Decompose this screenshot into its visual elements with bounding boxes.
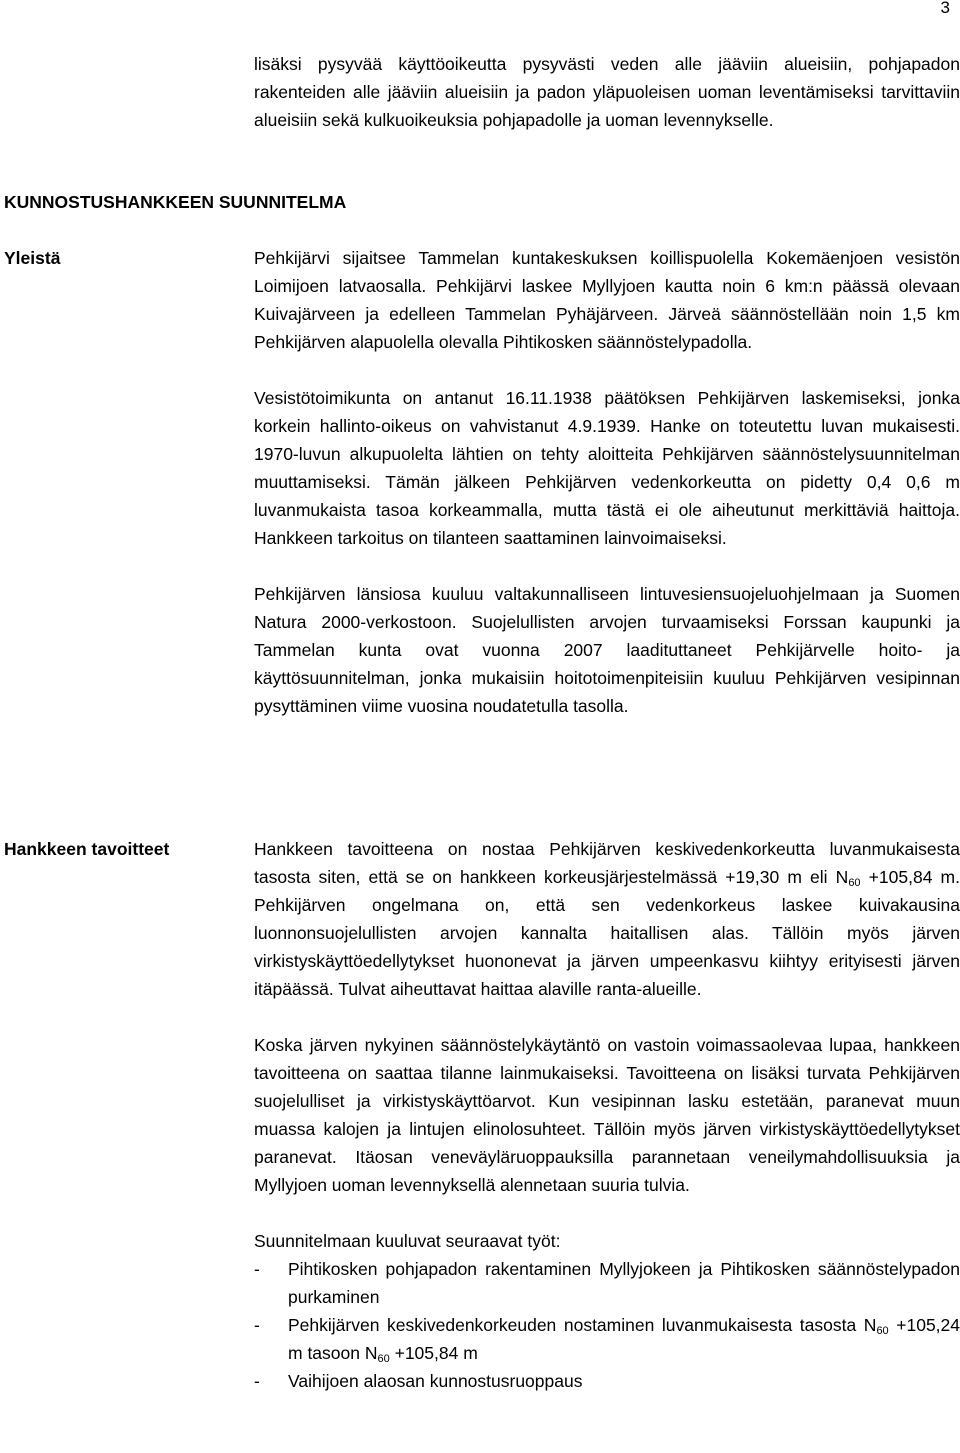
tavoitteet-paragraph-1: Hankkeen tavoitteena on nostaa Pehkijärven keskivedenkorkeutta luvanmukaisesta tasosta siten, että se on hankkeen korkeusjärjestelmässä +19,30 m eli $N_{60} +105,84$ m. Pehkijärven ongelmana on, että sen vedenkorkeus laskee kuivakausina luonnonsuojelullisten arvojen kannalta haitallisen alas. Tällöin myös järven virkistyskäyttöedellytykset huononevat ja järven umpeenkasvu kiihtyy erityisesti järven itäpäässä. Tulvat aiheuttavat haittaa alaville ranta-alueille.: [254, 839, 960, 999]
yleista-block: [254, 244, 960, 720]
page-number: 3: [940, 0, 950, 17]
list-item: - Pehkijärven keskivedenkorkeuden nostaminen luvanmukaisesta tasosta $N_{60} +105,24$ m tasoon $N_{60} +105,84$ m: [254, 1315, 960, 1365]
intro-block: [254, 50, 960, 134]
list-item: - Pihtikosken pohjapadon rakentaminen Myllyjokeen ja Pihtikosken säännöstelypadon purkaminen: [254, 1259, 960, 1307]
yleista-paragraph-2: Vesistötoimikunta on antanut 16.11.1938 päätöksen Pehkijärven laskemiseksi, jonka korkein hallinto-oikeus on vahvistanut 4.9.1939. Hanke on toteutettu luvan mukaisesti. 1970-luvun alkupuolelta lähtien on tehty aloitteita Pehkijärven säännöstelysuunnitelman muuttamiseksi. Tämän jälkeen Pehkijärven vedenkorkeutta on pidetty 0,4 0,6 m luvanmukaista tasoa korkeammalla, mutta tästä ei ole aiheutunut merkittäviä haittoja. Hankkeen tarkoitus on tilanteen saattaminen lainvoimaiseksi.: [254, 388, 960, 548]
works-list-intro: Suunnitelmaan kuuluvat seuraavat työt:: [254, 1231, 561, 1251]
list-item: - Vaihijoen alaosan kunnostusruoppaus: [254, 1371, 583, 1391]
subscript: 60: [848, 877, 861, 889]
yleista-paragraph-1: Pehkijärvi sijaitsee Tammelan kuntakeskuksen koillispuolella Kokemäenjoen vesistön Loimijoen latvaosalla. Pehkijärvi laskee Myllyjoen kautta noin 6 km:n päässä olevaan Kuivajärveen ja edelleen Tammelan Pyhäjärveen. Järveä säännöstellään noin 1,5 km Pehkijärven alapuolella olevalla Pihtikosken säännöstelypadolla.: [254, 248, 960, 352]
yleista-label: Yleistä: [4, 248, 61, 268]
works-list: [254, 1255, 960, 1395]
tavoitteet-paragraph-2: Koska järven nykyinen säännöstelykäytäntö on vastoin voimassaolevaa lupaa, hankkeen tavoitteena on saattaa tilanne lainmukaiseksi. Tavoitteena on lisäksi turvata Pehkijärven suojelulliset ja virkistyskäyttöarvot. Kun vesipinnan lasku estetään, paranevat muun muassa kalojen ja lintujen elinolosuhteet. Tällöin myös järven virkistyskäyttöedellytykset paranevat. Itäosan veneväyläruoppauksilla parannetaan veneilymahdollisuuksia ja Myllyjoen uoman levennyksellä alennetaan suuria tulvia.: [254, 1035, 960, 1195]
section-heading: KUNNOSTUSHANKKEEN SUUNNITELMA: [4, 192, 347, 212]
tavoitteet-label: Hankkeen tavoitteet: [4, 839, 170, 859]
intro-paragraph: lisäksi pysyvää käyttöoikeutta pysyvästi veden alle jääviin alueisiin, pohjapadon rakenteiden alle jääviin alueisiin ja padon yläpuoleisen uoman leventämiseksi tarvittaviin alueisiin sekä kulkuoikeuksia pohjapadolle ja uoman levennykselle.: [254, 54, 960, 130]
yleista-paragraph-3: Pehkijärven länsiosa kuuluu valtakunnalliseen lintuvesiensuojeluohjelmaan ja Suomen Natura 2000-verkostoon. Suojelullisten arvojen turvaamiseksi Forssan kaupunki ja Tammelan kunta ovat vuonna 2007 laadituttaneet Pehkijärvelle hoito- ja käyttösuunnitelman, jonka mukaisiin hoitotoimenpiteisiin kuuluu Pehkijärven vesipinnan pysyttäminen viime vuosina noudatetulla tasolla.: [254, 584, 960, 716]
tavoitteet-block: [254, 835, 960, 1395]
